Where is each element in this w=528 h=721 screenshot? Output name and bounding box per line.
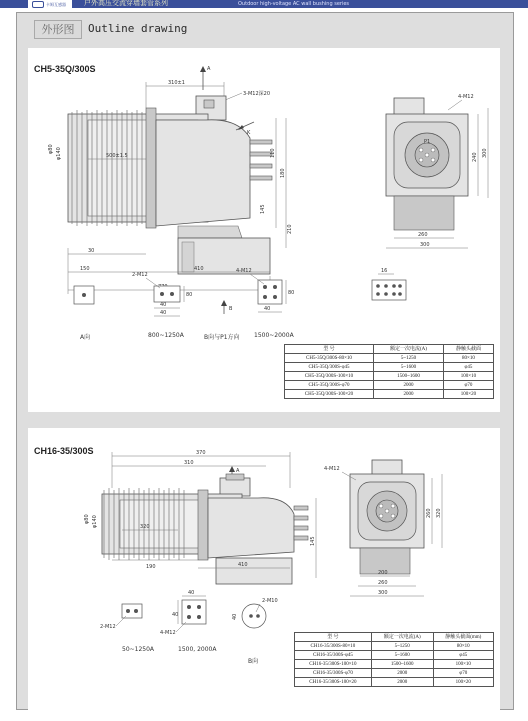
table-cell: CH16-35/300S-φ70	[295, 669, 372, 678]
ch5-spec-table	[284, 344, 494, 399]
svg-text:φ80: φ80	[48, 144, 54, 154]
mounting-flange	[198, 490, 208, 560]
svg-text:300: 300	[420, 242, 430, 248]
drawing-card-ch16	[28, 428, 500, 710]
table-cell: 2000	[371, 678, 433, 687]
caption-50-1250a: 50~1250A	[122, 646, 155, 653]
table-cell: φ70	[443, 381, 493, 390]
ch5-front-view	[386, 94, 488, 248]
banner-subtitle: Outdoor high-voltage AC wall bushing series	[238, 1, 350, 7]
model-title: CH16-35/300S	[34, 446, 94, 456]
svg-text:40: 40	[172, 612, 179, 618]
table-header: 静触头截面	[443, 345, 493, 354]
dim-500: 500±1.5	[106, 153, 128, 159]
svg-text:16: 16	[381, 268, 388, 274]
svg-text:φ140: φ140	[92, 515, 98, 528]
table-cell: CH16-35/300S-φ45	[295, 651, 372, 660]
table-row	[285, 390, 494, 399]
table-cell: CH16-35/300S-80×10	[295, 642, 372, 651]
model-title: CH5-35Q/300S	[34, 64, 96, 74]
svg-text:P1: P1	[424, 139, 431, 145]
table-cell: 80×10	[433, 642, 493, 651]
svg-text:40: 40	[160, 310, 167, 316]
svg-text:200: 200	[378, 570, 388, 576]
svg-text:150: 150	[80, 266, 90, 272]
table-header-row	[295, 633, 494, 642]
arrow-a-icon	[200, 66, 206, 72]
table-cell: 100×20	[433, 678, 493, 687]
table-cell: 2000	[374, 381, 444, 390]
table-header: 型 号	[285, 345, 374, 354]
ch16-front-view	[324, 460, 442, 596]
svg-text:240: 240	[472, 152, 478, 162]
dim-310: 310±1	[168, 80, 185, 86]
table-cell: 100×10	[443, 372, 493, 381]
table-cell: 1500~1600	[374, 372, 444, 381]
table-cell: 1500~1600	[371, 660, 433, 669]
table-row	[285, 372, 494, 381]
svg-text:40: 40	[232, 613, 238, 620]
ch16-detail-b-view	[232, 598, 278, 628]
ch5-detail-a	[74, 286, 94, 304]
table-cell: CH5-35Q/300S-φ45	[285, 363, 374, 372]
svg-text:B: B	[229, 306, 233, 312]
table-cell: CH5-35Q/300S-100×10	[285, 372, 374, 381]
svg-text:A: A	[236, 468, 240, 474]
logo-text: 卡姆互感器	[46, 2, 66, 7]
svg-text:180: 180	[280, 168, 286, 178]
ch16-detail-50-1250a	[100, 604, 142, 630]
svg-text:210: 210	[287, 224, 293, 234]
table-cell: 2000	[371, 669, 433, 678]
table-cell: 5~1250	[371, 642, 433, 651]
svg-text:K: K	[247, 130, 251, 136]
top-banner	[0, 0, 528, 8]
table-header: 型 号	[295, 633, 372, 642]
table-row	[285, 354, 494, 363]
svg-text:4-M12: 4-M12	[160, 630, 176, 636]
section-tag: 外形图	[34, 20, 82, 39]
svg-text:260: 260	[426, 508, 432, 518]
svg-text:410: 410	[194, 266, 204, 272]
table-cell: 100×10	[433, 660, 493, 669]
ch5-detail-800-1250a	[132, 272, 192, 316]
svg-text:260: 260	[418, 232, 428, 238]
drawing-card-ch5	[28, 48, 500, 412]
table-row	[295, 669, 494, 678]
table-header: 静触头截面(mm)	[433, 633, 493, 642]
svg-text:145: 145	[310, 536, 316, 546]
svg-text:300: 300	[482, 148, 488, 158]
svg-text:320: 320	[436, 508, 442, 518]
insulated-head	[208, 498, 294, 558]
svg-text:370: 370	[196, 450, 206, 456]
table-row	[285, 363, 494, 372]
svg-text:4-M12: 4-M12	[324, 466, 340, 472]
table-cell: 100×20	[443, 390, 493, 399]
base-block	[216, 558, 292, 584]
table-cell: 5~1250	[374, 354, 444, 363]
table-header-row	[285, 345, 494, 354]
svg-text:190: 190	[146, 564, 156, 570]
svg-text:310: 310	[184, 460, 194, 466]
svg-text:2-M10: 2-M10	[262, 598, 278, 604]
svg-text:φ140: φ140	[56, 147, 62, 160]
table-cell: 5~1600	[371, 651, 433, 660]
svg-text:A: A	[207, 66, 211, 72]
table-cell: 5~1600	[374, 363, 444, 372]
svg-text:40: 40	[188, 590, 195, 596]
table-row	[285, 381, 494, 390]
table-cell: CH16-35/300S-100×20	[295, 678, 372, 687]
caption-b-view-p1: B向与P1方向	[204, 334, 240, 341]
table-cell: 2000	[374, 390, 444, 399]
insulated-head	[156, 120, 250, 226]
table-cell: CH16-35/300S-100×10	[295, 660, 372, 669]
table-cell: CH5-35Q/300S-100×20	[285, 390, 374, 399]
caption-1500-2000a: 1500~2000A	[254, 332, 294, 339]
svg-text:320: 320	[140, 524, 150, 530]
svg-text:110: 110	[270, 148, 276, 158]
svg-text:4-M12: 4-M12	[236, 268, 252, 274]
svg-text:80: 80	[186, 292, 193, 298]
table-cell: 80×10	[443, 354, 493, 363]
ch16-detail-1500-2000a	[160, 590, 206, 636]
table-cell: CH5-35Q/300S-80×10	[285, 354, 374, 363]
svg-text:145: 145	[260, 204, 266, 214]
svg-text:300: 300	[378, 590, 388, 596]
table-header: 额定一次电流(A)	[374, 345, 444, 354]
svg-text:4-M12: 4-M12	[458, 94, 474, 100]
svg-text:40: 40	[264, 306, 271, 312]
table-row	[295, 660, 494, 669]
svg-text:φ80: φ80	[84, 514, 90, 524]
brand-logo	[28, 0, 72, 8]
arrow-b-icon	[221, 300, 227, 306]
svg-text:410: 410	[238, 562, 248, 568]
table-header: 额定一次电流(A)	[371, 633, 433, 642]
ch5-detail-hole-pattern	[372, 268, 406, 300]
table-row	[295, 678, 494, 687]
table-cell: CH5-35Q/300S-φ70	[285, 381, 374, 390]
table-cell: φ70	[433, 669, 493, 678]
logo-mark-icon	[32, 1, 44, 8]
svg-text:30: 30	[88, 248, 95, 254]
table-row	[295, 642, 494, 651]
mounting-flange	[146, 108, 156, 228]
table-cell: φ45	[443, 363, 493, 372]
svg-text:260: 260	[378, 580, 388, 586]
section-title: Outline drawing	[88, 22, 188, 35]
section-header	[28, 18, 500, 42]
banner-title: 户外高压交流穿墙套管系列	[84, 0, 168, 7]
table-row	[295, 651, 494, 660]
caption-a-view: A向	[80, 334, 91, 341]
svg-text:2-M12: 2-M12	[132, 272, 148, 278]
svg-text:2-M12: 2-M12	[100, 624, 116, 630]
caption-1500-2000a: 1500, 2000A	[178, 646, 217, 653]
table-cell: φ45	[433, 651, 493, 660]
svg-text:80: 80	[288, 290, 295, 296]
svg-text:40: 40	[160, 302, 167, 308]
caption-b-view: B向	[248, 658, 259, 665]
ch16-spec-table	[294, 632, 494, 687]
caption-800-1250a: 800~1250A	[148, 332, 184, 339]
dim-3m12: 3-M12深20	[243, 91, 271, 97]
